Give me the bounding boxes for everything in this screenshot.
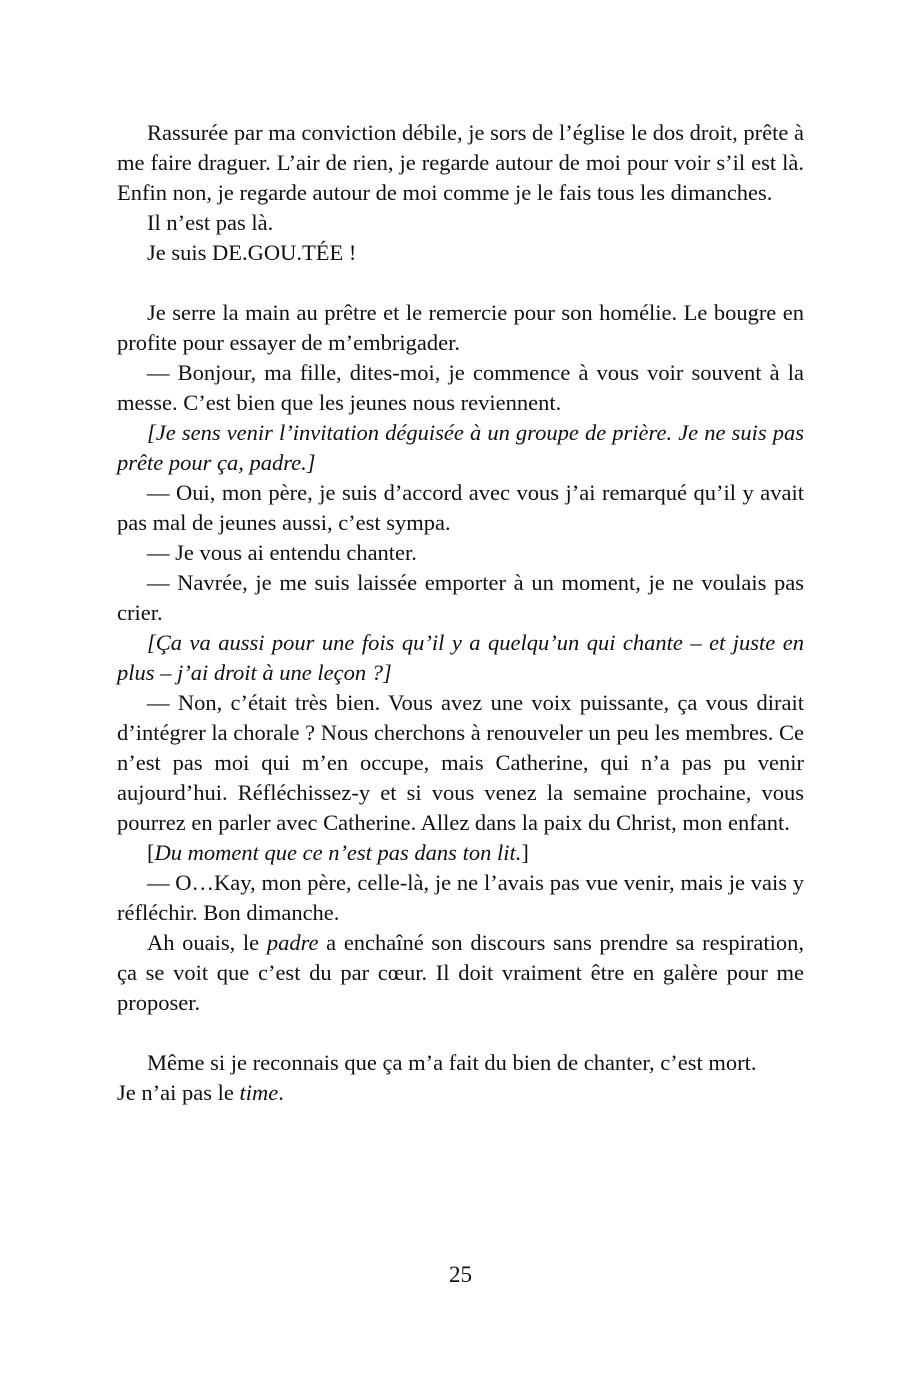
section-break <box>117 1018 804 1048</box>
paragraph: Je suis DE.GOU.TÉE ! <box>147 240 357 265</box>
emphasis: padre <box>266 930 319 955</box>
paragraph: Même si je reconnais que ça m’a fait du bien de chanter, c’est mort. <box>147 1050 757 1075</box>
dialogue-line: — Navrée, je me suis laissée emporter à un moment, je ne voulais pas crier. <box>117 570 804 625</box>
paragraph <box>117 1078 804 1108</box>
text-run: . <box>278 1080 284 1105</box>
paragraph: Je serre la main au prêtre et le remercie pour son homélie. Le bougre en profite pour essayer de m’embrigader. <box>117 300 804 355</box>
dialogue-line: — Je vous ai entendu chanter. <box>147 540 417 565</box>
text-run: Je n’ai pas le <box>117 1080 240 1105</box>
text-run: a enchaîné son discours sans prendre sa respiration, ça se voit que c’est du par cœur. Il doit vraiment être en galère pour me proposer. <box>117 930 805 1015</box>
inner-thought: [Je sens venir l’invitation déguisée à un groupe de prière. Je ne suis pas prête pour ça, padre.] <box>117 420 804 475</box>
bracket-close: ] <box>521 840 529 865</box>
bracket-open: [ <box>147 840 155 865</box>
inner-thought: [Ça va aussi pour une fois qu’il y a quelqu’un qui chante – et juste en plus – j’ai droit à une leçon ?] <box>117 630 804 685</box>
emphasis: time <box>239 1080 279 1105</box>
dialogue-line: — Oui, mon père, je suis d’accord avec vous j’ai remarqué qu’il y avait pas mal de jeunes aussi, c’est sympa. <box>117 480 804 535</box>
inner-thought <box>117 838 804 868</box>
dialogue-line: — O…Kay, mon père, celle-là, je ne l’avais pas vue venir, mais je vais y réfléchir. Bon dimanche. <box>117 870 804 925</box>
paragraph: Rassurée par ma conviction débile, je sors de l’église le dos droit, prête à me faire draguer. L’air de rien, je regarde autour de moi pour voir s’il est là. Enfin non, je regarde autour de moi comme je le fais tous les dimanches. <box>117 120 804 205</box>
paragraph <box>117 928 804 1018</box>
dialogue-line: — Bonjour, ma fille, dites-moi, je commence à vous voir souvent à la messe. C’est bien que les jeunes nous reviennent. <box>117 360 804 415</box>
dialogue-line: — Non, c’était très bien. Vous avez une voix puissante, ça vous dirait d’intégrer la chorale ? Nous cherchons à renouveler un peu les membres. Ce n’est pas moi qui m’en occupe, mais Catherine, qui n’a pas pu venir aujourd’hui. Réfléchissez-y et si vous venez la semaine prochaine, vous pourrez en parler avec Catherine. Allez dans la paix du Christ, mon enfant. <box>117 690 804 835</box>
inner-thought-text: Du moment que ce n’est pas dans ton lit. <box>154 840 522 865</box>
text-run: Ah ouais, le <box>147 930 267 955</box>
page-number: 25 <box>449 1262 472 1287</box>
section-break <box>117 268 804 298</box>
paragraph: Il n’est pas là. <box>147 210 274 235</box>
page-text <box>117 118 804 1108</box>
